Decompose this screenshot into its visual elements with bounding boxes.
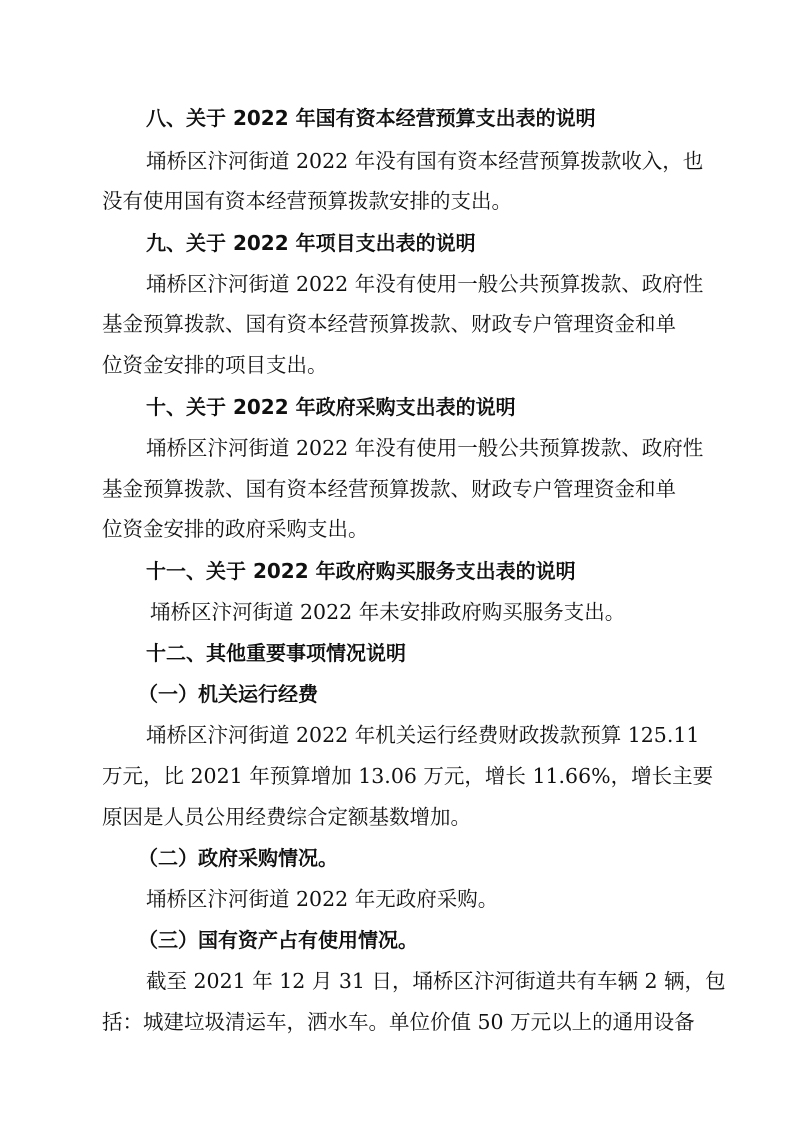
paragraph-line: 位资金安排的政府采购支出。 [102,517,369,541]
subsection-2-heading: （二）政府采购情况。 [138,846,338,870]
section-8-heading: 八、关于 2022 年国有资本经营预算支出表的说明 [146,106,596,130]
subsection-3-heading: （三）国有资产占有使用情况。 [138,928,418,952]
paragraph-line: 埇桥区汴河街道 2022 年没有使用一般公共预算拨款、政府性 [146,436,704,460]
paragraph-line: 没有使用国有资本经营预算拨款安排的支出。 [102,189,512,213]
paragraph-line: 基金预算拨款、国有资本经营预算拨款、财政专户管理资金和单 [102,312,676,336]
paragraph-line: 位资金安排的项目支出。 [102,353,328,377]
subsection-1-heading: （一）机关运行经费 [138,682,318,706]
paragraph-line: 基金预算拨款、国有资本经营预算拨款、财政专户管理资金和单 [102,477,676,501]
paragraph-line: 埇桥区汴河街道 2022 年没有使用一般公共预算拨款、政府性 [146,272,704,296]
paragraph-line: 括：城建垃圾清运车，洒水车。单位价值 50 万元以上的通用设备 [102,1010,695,1034]
paragraph-line: 万元，比 2021 年预算增加 13.06 万元，增长 11.66%，增长主要 [102,764,714,788]
paragraph-line: 埇桥区汴河街道 2022 年机关运行经费财政拨款预算 125.11 [146,723,700,747]
section-12-heading: 十二、其他重要事项情况说明 [146,641,406,665]
section-11-heading: 十一、关于 2022 年政府购买服务支出表的说明 [146,559,576,583]
paragraph-line: 埇桥区汴河街道 2022 年无政府采购。 [146,887,499,911]
paragraph-line: 原因是人员公用经费综合定额基数增加。 [102,805,471,829]
section-9-heading: 九、关于 2022 年项目支出表的说明 [146,231,476,255]
paragraph-line: 埇桥区汴河街道 2022 年没有国有资本经营预算拨款收入，也 [146,149,704,173]
section-10-heading: 十、关于 2022 年政府采购支出表的说明 [146,395,516,419]
paragraph-line: 埇桥区汴河街道 2022 年未安排政府购买服务支出。 [150,600,626,624]
paragraph-line: 截至 2021 年 12 月 31 日，埇桥区汴河街道共有车辆 2 辆，包 [146,969,726,993]
